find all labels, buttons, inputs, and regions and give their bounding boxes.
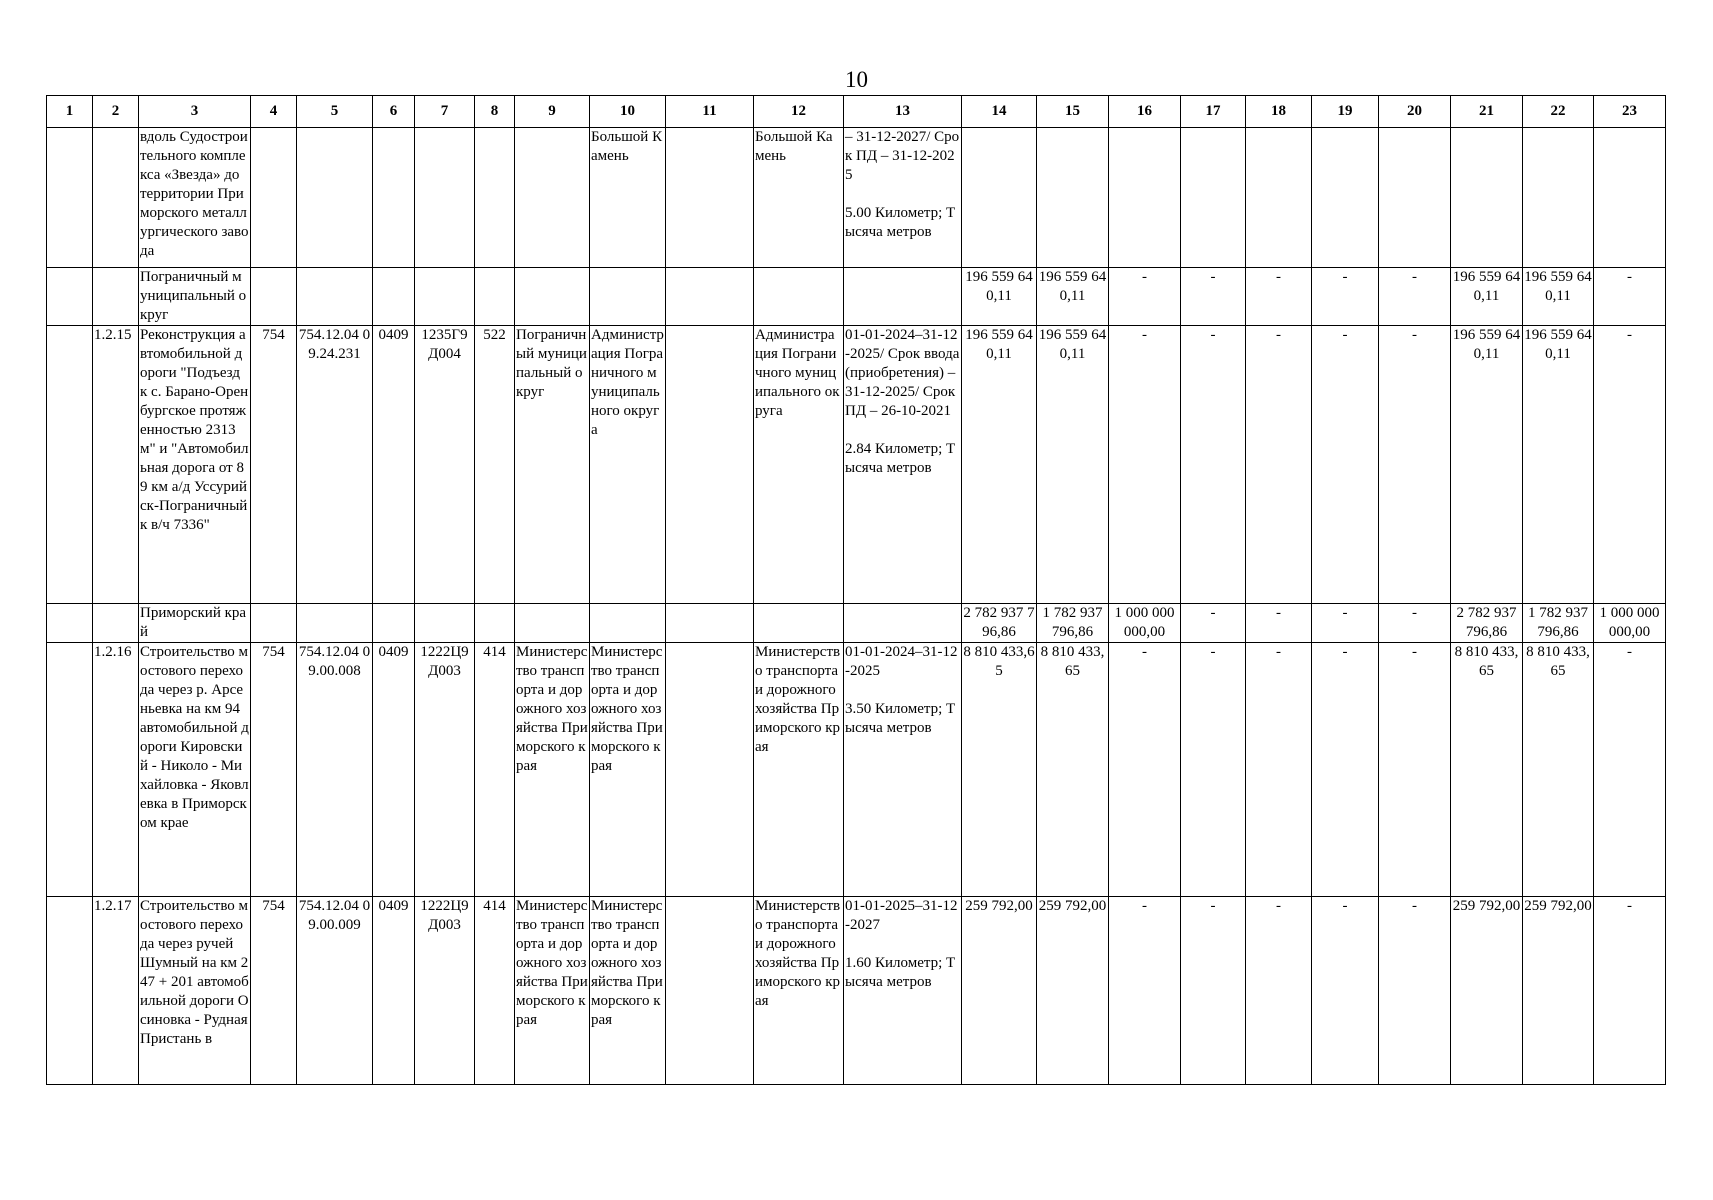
cell-col-4 xyxy=(251,128,297,268)
cell-col-17: - xyxy=(1181,897,1246,1085)
cell-col-5: 754.12.04 09.00.009 xyxy=(297,897,373,1085)
cell-col-15: 259 792,00 xyxy=(1037,897,1109,1085)
cell-col-11 xyxy=(666,604,754,643)
cell-col-12: Большой Камень xyxy=(754,128,844,268)
cell-col-22: 8 810 433,65 xyxy=(1523,643,1594,897)
cell-col-21: 8 810 433,65 xyxy=(1451,643,1523,897)
cell-col-3: вдоль Судостроительного комплекса «Звезда» до территории Приморского металлургического завода xyxy=(139,128,251,268)
cell-col-23 xyxy=(1594,128,1666,268)
table-body xyxy=(47,128,1666,1085)
cell-col-14: 259 792,00 xyxy=(962,897,1037,1085)
column-header-1: 1 xyxy=(47,96,93,128)
cell-col-23: - xyxy=(1594,326,1666,604)
cell-col-20: - xyxy=(1379,604,1451,643)
cell-col-14: 8 810 433,65 xyxy=(962,643,1037,897)
cell-col-4: 754 xyxy=(251,897,297,1085)
cell-col-19: - xyxy=(1312,643,1379,897)
cell-col-7 xyxy=(415,268,475,326)
cell-col-4: 754 xyxy=(251,326,297,604)
cell-col-4 xyxy=(251,268,297,326)
cell-col-13 xyxy=(844,268,962,326)
cell-col-1 xyxy=(47,643,93,897)
column-header-12: 12 xyxy=(754,96,844,128)
cell-col-16: 1 000 000 000,00 xyxy=(1109,604,1181,643)
cell-col-7: 1222Ц9 Д003 xyxy=(415,643,475,897)
cell-col-21: 196 559 640,11 xyxy=(1451,326,1523,604)
cell-col-18: - xyxy=(1246,604,1312,643)
cell-col-6 xyxy=(373,604,415,643)
cell-col-8: 414 xyxy=(475,643,515,897)
column-header-9: 9 xyxy=(515,96,590,128)
table-row xyxy=(47,326,1666,604)
cell-col-9: Пограничный муниципальный округ xyxy=(515,326,590,604)
cell-col-11 xyxy=(666,268,754,326)
column-header-15: 15 xyxy=(1037,96,1109,128)
cell-col-22: 196 559 640,11 xyxy=(1523,268,1594,326)
cell-col-8: 414 xyxy=(475,897,515,1085)
column-header-18: 18 xyxy=(1246,96,1312,128)
cell-col-13: 01-01-2025–31-12-2027 1.60 Километр; Тысяча метров xyxy=(844,897,962,1085)
cell-col-10: Большой Камень xyxy=(590,128,666,268)
page-number: 10 xyxy=(845,67,868,92)
cell-col-23: - xyxy=(1594,897,1666,1085)
cell-col-22: 196 559 640,11 xyxy=(1523,326,1594,604)
column-header-10: 10 xyxy=(590,96,666,128)
cell-col-12: Министерство транспорта и дорожного хозяйства Приморского края xyxy=(754,897,844,1085)
cell-col-20: - xyxy=(1379,326,1451,604)
column-header-19: 19 xyxy=(1312,96,1379,128)
cell-col-4: 754 xyxy=(251,643,297,897)
column-header-22: 22 xyxy=(1523,96,1594,128)
column-header-20: 20 xyxy=(1379,96,1451,128)
cell-col-15: 1 782 937 796,86 xyxy=(1037,604,1109,643)
cell-col-15: 8 810 433,65 xyxy=(1037,643,1109,897)
cell-col-1 xyxy=(47,604,93,643)
cell-col-2 xyxy=(93,604,139,643)
cell-col-17 xyxy=(1181,128,1246,268)
cell-col-2: 1.2.17 xyxy=(93,897,139,1085)
header-row xyxy=(47,96,1666,128)
cell-col-20 xyxy=(1379,128,1451,268)
cell-col-6 xyxy=(373,268,415,326)
column-header-14: 14 xyxy=(962,96,1037,128)
cell-col-19: - xyxy=(1312,604,1379,643)
cell-col-1 xyxy=(47,897,93,1085)
cell-col-1 xyxy=(47,128,93,268)
column-header-4: 4 xyxy=(251,96,297,128)
cell-col-20: - xyxy=(1379,643,1451,897)
cell-col-9 xyxy=(515,128,590,268)
cell-col-14: 196 559 640,11 xyxy=(962,326,1037,604)
cell-col-18 xyxy=(1246,128,1312,268)
cell-col-6: 0409 xyxy=(373,897,415,1085)
cell-col-16: - xyxy=(1109,326,1181,604)
cell-col-13: 01-01-2024–31-12-2025 3.50 Километр; Тысяча метров xyxy=(844,643,962,897)
cell-col-23: - xyxy=(1594,643,1666,897)
cell-col-1 xyxy=(47,326,93,604)
cell-col-18: - xyxy=(1246,326,1312,604)
cell-col-8 xyxy=(475,604,515,643)
cell-col-12: Министерство транспорта и дорожного хозяйства Приморского края xyxy=(754,643,844,897)
cell-col-7: 1235Г9 Д004 xyxy=(415,326,475,604)
cell-col-2 xyxy=(93,268,139,326)
cell-col-22: 259 792,00 xyxy=(1523,897,1594,1085)
cell-col-23: - xyxy=(1594,268,1666,326)
cell-col-5: 754.12.04 09.00.008 xyxy=(297,643,373,897)
cell-col-18: - xyxy=(1246,643,1312,897)
cell-col-17: - xyxy=(1181,268,1246,326)
table-row xyxy=(47,268,1666,326)
cell-col-17: - xyxy=(1181,604,1246,643)
cell-col-10: Министерство транспорта и дорожного хозяйства Приморского края xyxy=(590,897,666,1085)
cell-col-16: - xyxy=(1109,643,1181,897)
cell-col-3: Строительство мостового перехода через ручей Шумный на км 247 + 201 автомобильной дороги Осиновка - Рудная Пристань в xyxy=(139,897,251,1085)
cell-col-6: 0409 xyxy=(373,326,415,604)
cell-col-7: 1222Ц9 Д003 xyxy=(415,897,475,1085)
cell-col-10: Администрация Пограничного муниципального округа xyxy=(590,326,666,604)
cell-col-9: Министерство транспорта и дорожного хозяйства Приморского края xyxy=(515,643,590,897)
cell-col-10 xyxy=(590,268,666,326)
cell-col-5: 754.12.04 09.24.231 xyxy=(297,326,373,604)
cell-col-19: - xyxy=(1312,268,1379,326)
column-header-21: 21 xyxy=(1451,96,1523,128)
cell-col-7 xyxy=(415,128,475,268)
cell-col-7 xyxy=(415,604,475,643)
cell-col-3: Строительство мостового перехода через р. Арсеньевка на км 94 автомобильной дороги Кировский - Николо - Михайловка - Яковлевка в Приморском крае xyxy=(139,643,251,897)
cell-col-12 xyxy=(754,268,844,326)
column-header-13: 13 xyxy=(844,96,962,128)
cell-col-9 xyxy=(515,268,590,326)
cell-col-14 xyxy=(962,128,1037,268)
column-header-11: 11 xyxy=(666,96,754,128)
cell-col-2 xyxy=(93,128,139,268)
cell-col-15: 196 559 640,11 xyxy=(1037,326,1109,604)
column-header-17: 17 xyxy=(1181,96,1246,128)
cell-col-6: 0409 xyxy=(373,643,415,897)
cell-col-16: - xyxy=(1109,268,1181,326)
cell-col-13 xyxy=(844,604,962,643)
column-header-5: 5 xyxy=(297,96,373,128)
cell-col-4 xyxy=(251,604,297,643)
cell-col-20: - xyxy=(1379,268,1451,326)
cell-col-13: – 31-12-2027/ Срок ПД – 31-12-2025 5.00 Километр; Тысяча метров xyxy=(844,128,962,268)
cell-col-1 xyxy=(47,268,93,326)
cell-col-5 xyxy=(297,128,373,268)
cell-col-3: Пограничный муниципальный округ xyxy=(139,268,251,326)
cell-col-10 xyxy=(590,604,666,643)
cell-col-9: Министерство транспорта и дорожного хозяйства Приморского края xyxy=(515,897,590,1085)
cell-col-23: 1 000 000 000,00 xyxy=(1594,604,1666,643)
cell-col-14: 196 559 640,11 xyxy=(962,268,1037,326)
cell-col-18: - xyxy=(1246,897,1312,1085)
cell-col-3: Приморский край xyxy=(139,604,251,643)
cell-col-5 xyxy=(297,604,373,643)
cell-col-17: - xyxy=(1181,643,1246,897)
cell-col-11 xyxy=(666,326,754,604)
cell-col-21: 2 782 937 796,86 xyxy=(1451,604,1523,643)
column-header-16: 16 xyxy=(1109,96,1181,128)
column-header-2: 2 xyxy=(93,96,139,128)
cell-col-6 xyxy=(373,128,415,268)
cell-col-9 xyxy=(515,604,590,643)
cell-col-18: - xyxy=(1246,268,1312,326)
cell-col-19: - xyxy=(1312,897,1379,1085)
cell-col-22: 1 782 937 796,86 xyxy=(1523,604,1594,643)
cell-col-8 xyxy=(475,268,515,326)
cell-col-16: - xyxy=(1109,897,1181,1085)
cell-col-19 xyxy=(1312,128,1379,268)
table-row xyxy=(47,128,1666,268)
cell-col-19: - xyxy=(1312,326,1379,604)
cell-col-21: 196 559 640,11 xyxy=(1451,268,1523,326)
cell-col-21: 259 792,00 xyxy=(1451,897,1523,1085)
cell-col-10: Министерство транспорта и дорожного хозяйства Приморского края xyxy=(590,643,666,897)
column-header-3: 3 xyxy=(139,96,251,128)
cell-col-2: 1.2.16 xyxy=(93,643,139,897)
cell-col-2: 1.2.15 xyxy=(93,326,139,604)
column-header-7: 7 xyxy=(415,96,475,128)
cell-col-11 xyxy=(666,897,754,1085)
table-row xyxy=(47,643,1666,897)
cell-col-20: - xyxy=(1379,897,1451,1085)
table-row xyxy=(47,897,1666,1085)
cell-col-8 xyxy=(475,128,515,268)
cell-col-13: 01-01-2024–31-12-2025/ Срок ввода (приобретения) – 31-12-2025/ Срок ПД – 26-10-2021 2.84 Километр; Тысяча метров xyxy=(844,326,962,604)
column-header-23: 23 xyxy=(1594,96,1666,128)
cell-col-11 xyxy=(666,128,754,268)
cell-col-12: Администрация Пограничного муниципального округа xyxy=(754,326,844,604)
cell-col-8: 522 xyxy=(475,326,515,604)
cell-col-3: Реконструкция автомобильной дороги "Подъезд к с. Барано-Оренбургское протяженностью 2313 м" и "Автомобильная дорога от 89 км а/д Уссурийск-Пограничный к в/ч 7336" xyxy=(139,326,251,604)
cell-col-14: 2 782 937 796,86 xyxy=(962,604,1037,643)
cell-col-12 xyxy=(754,604,844,643)
cell-col-15: 196 559 640,11 xyxy=(1037,268,1109,326)
cell-col-22 xyxy=(1523,128,1594,268)
cell-col-16 xyxy=(1109,128,1181,268)
column-header-8: 8 xyxy=(475,96,515,128)
table-row xyxy=(47,604,1666,643)
cell-col-15 xyxy=(1037,128,1109,268)
cell-col-17: - xyxy=(1181,326,1246,604)
cell-col-5 xyxy=(297,268,373,326)
budget-table xyxy=(46,95,1666,1085)
column-header-6: 6 xyxy=(373,96,415,128)
cell-col-11 xyxy=(666,643,754,897)
cell-col-21 xyxy=(1451,128,1523,268)
